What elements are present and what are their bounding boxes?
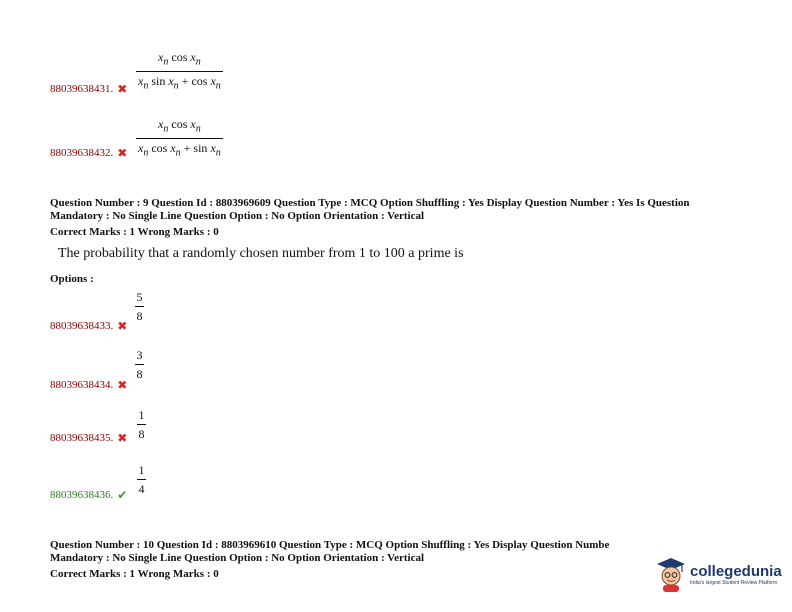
cross-icon: ✖ [117, 431, 128, 445]
fraction-bar [137, 424, 146, 425]
question-10-meta [50, 539, 642, 565]
question-9-stem: The probability that a randomly chosen number from 1 to 100 a prime is [58, 246, 464, 261]
option-row [50, 319, 127, 333]
fraction-numerator: 1 [138, 463, 145, 477]
cross-icon: ✖ [117, 82, 128, 96]
options-label: Options : [50, 273, 94, 285]
question-9-marks: Correct Marks : 1 Wrong Marks : 0 [50, 226, 219, 238]
option-row [50, 378, 127, 392]
fraction-numerator: $x_n$ $\cos x_n$ [158, 117, 201, 135]
option-id: 88039638431. [50, 83, 114, 95]
fraction-numerator: 1 [138, 408, 145, 422]
option-row-correct [50, 488, 127, 502]
logo-name: collegedunia [690, 562, 782, 580]
fraction-denominator: 4 [138, 482, 145, 496]
option-fraction-88039638432 [136, 117, 223, 161]
option-fraction [137, 463, 146, 496]
question-meta-line: Question Number : 10 Question Id : 8803969610 Question Type : MCQ Option Shuffling : Yes Display Question Numbe [50, 539, 610, 551]
fraction-bar [136, 138, 223, 139]
question-9-meta [50, 197, 740, 223]
option-id: 88039638435. [50, 432, 114, 444]
option-row [50, 82, 127, 96]
question-10-marks: Correct Marks : 1 Wrong Marks : 0 [50, 568, 219, 580]
option-fraction [135, 348, 144, 381]
fraction-bar [135, 306, 144, 307]
fraction-numerator: 3 [136, 348, 143, 362]
fraction-numerator: 5 [136, 290, 143, 304]
option-id: 88039638432. [50, 147, 114, 159]
logo-tagline: India's largest Student Review Platform [690, 579, 778, 586]
cross-icon: ✖ [117, 319, 128, 333]
fraction-denominator: 8 [136, 309, 143, 323]
collegedunia-logo [656, 556, 782, 592]
question-meta-line: Mandatory : No Single Line Question Option : No Option Orientation : Vertical [50, 210, 425, 222]
fraction-numerator: $x_n$ $\cos x_n$ [158, 50, 201, 68]
option-row [50, 146, 127, 160]
check-icon: ✔ [117, 488, 128, 502]
option-fraction [137, 408, 146, 441]
option-id: 88039638436. [50, 489, 114, 501]
cross-icon: ✖ [117, 146, 128, 160]
option-row [50, 431, 127, 445]
question-meta-line: Mandatory : No Single Line Question Option : No Option Orientation : Vertical [50, 552, 425, 564]
question-meta-line: Question Number : 9 Question Id : 8803969609 Question Type : MCQ Option Shuffling : Yes Display Question Number : Yes Is Question [50, 197, 690, 209]
option-id: 88039638433. [50, 320, 114, 332]
option-id: 88039638434. [50, 379, 114, 391]
cross-icon: ✖ [117, 378, 128, 392]
option-fraction [135, 290, 144, 323]
fraction-bar [135, 364, 144, 365]
fraction-denominator: 8 [138, 427, 145, 441]
option-fraction-88039638431 [136, 50, 223, 94]
fraction-bar [136, 71, 223, 72]
fraction-bar [137, 479, 146, 480]
fraction-denominator: $x_n$ $\cos x_n + \sin x_n$ [138, 141, 221, 159]
graduate-mascot-icon [656, 556, 686, 592]
fraction-denominator: 8 [136, 367, 143, 381]
fraction-denominator: $x_n$ $\sin x_n + \cos x_n$ [138, 74, 221, 92]
